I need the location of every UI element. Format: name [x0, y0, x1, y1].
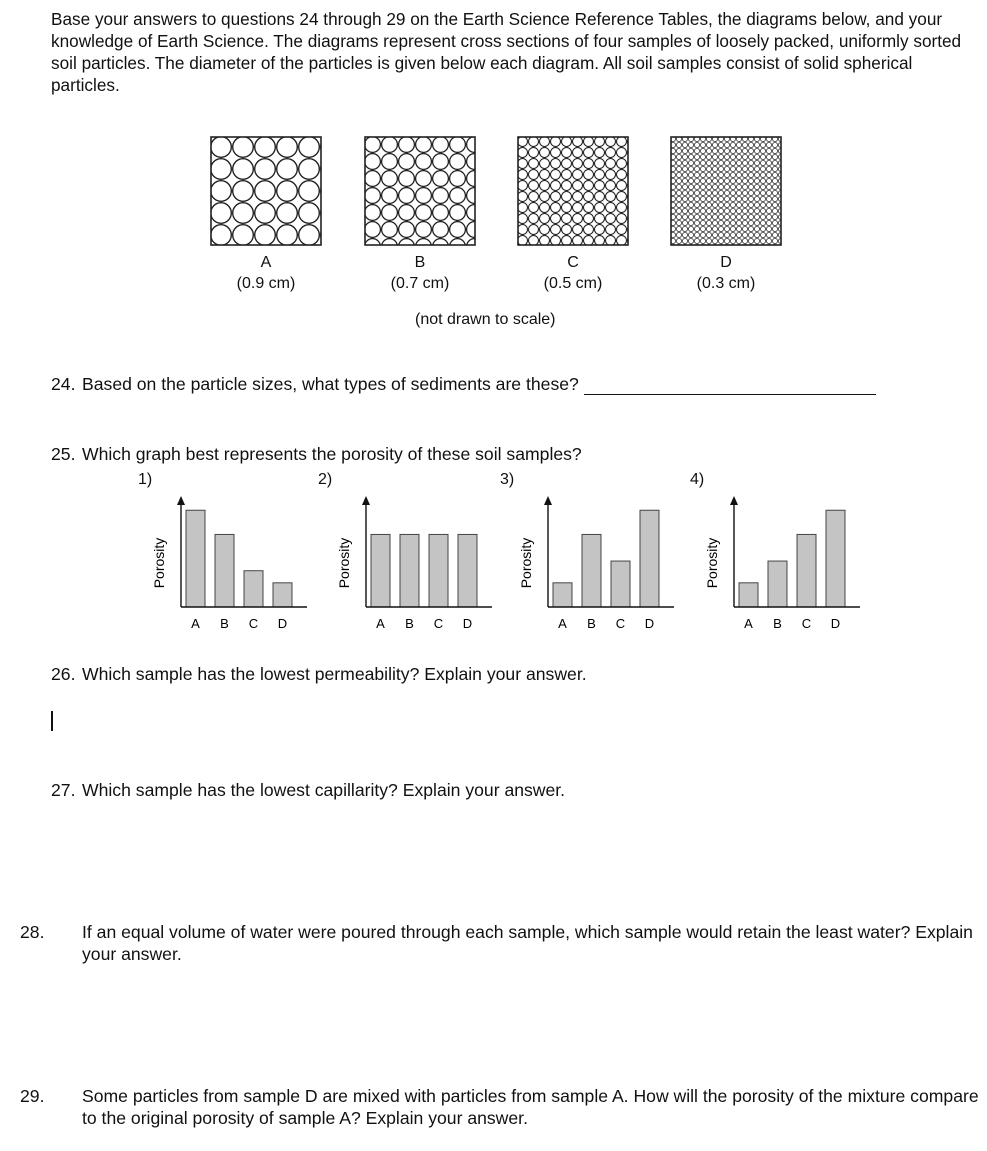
- sample-d-label: [646, 252, 806, 294]
- question-25: [51, 443, 961, 465]
- option-4-label: 4): [690, 471, 705, 488]
- option-2-label: 2): [318, 471, 333, 488]
- question-28-number: 28.: [20, 922, 45, 942]
- scale-note: (not drawn to scale): [415, 311, 556, 328]
- question-28: [20, 921, 982, 965]
- question-25-number: 25.: [51, 444, 76, 464]
- sample-a-label: [186, 252, 346, 294]
- bar-d: [640, 510, 659, 607]
- y-axis-label: Porosity: [336, 537, 352, 589]
- question-27-number: 27.: [51, 780, 76, 800]
- text-cursor[interactable]: [51, 711, 53, 731]
- y-axis-arrow-icon: [544, 496, 552, 505]
- sample-b-diagram: [364, 136, 476, 246]
- bar-b: [215, 534, 234, 607]
- bar-b: [768, 561, 787, 607]
- porosity-graph-1[interactable]: [145, 495, 325, 635]
- sample-d-size: (0.3 cm): [696, 275, 756, 292]
- option-3-label: 3): [500, 471, 515, 488]
- sample-d: [646, 136, 806, 294]
- sample-a-diagram: [210, 136, 322, 246]
- porosity-graph-3[interactable]: [512, 495, 692, 635]
- sample-b-label: [340, 252, 500, 294]
- x-tick-a: A: [744, 616, 753, 631]
- sample-a-letter: A: [260, 254, 272, 271]
- bar-d: [458, 534, 477, 607]
- porosity-graph-2[interactable]: [330, 495, 510, 635]
- question-26-text: Which sample has the lowest permeability? Explain your answer.: [82, 664, 587, 684]
- porosity-graph-4[interactable]: [698, 495, 878, 635]
- bar-b: [582, 534, 601, 607]
- x-tick-d: D: [644, 616, 655, 631]
- sample-d-letter: D: [720, 254, 732, 271]
- y-axis-arrow-icon: [362, 496, 370, 505]
- question-26-number: 26.: [51, 664, 76, 684]
- option-1-label: 1): [138, 471, 153, 488]
- y-axis-label: Porosity: [518, 537, 534, 589]
- x-tick-c: C: [248, 616, 259, 631]
- x-tick-c: C: [615, 616, 626, 631]
- y-axis-arrow-icon: [730, 496, 738, 505]
- question-27-text: Which sample has the lowest capillarity? Explain your answer.: [82, 780, 566, 800]
- sample-c-diagram: [517, 136, 629, 246]
- bar-c: [429, 534, 448, 607]
- x-tick-b: B: [405, 616, 414, 631]
- intro-text: Base your answers to questions 24 through 29 on the Earth Science Reference Tables, the diagrams below, and your knowledge of Earth Science. The diagrams represent cross sections of four samples of loosely packed, uniformly sorted soil particles. The diameter of the particles is given below each diagram. All soil samples consist of solid spherical particles.: [51, 9, 962, 95]
- sample-c-letter: C: [567, 254, 579, 271]
- question-24-number: 24.: [51, 374, 76, 394]
- x-tick-b: B: [220, 616, 229, 631]
- bar-a: [739, 583, 758, 607]
- bar-c: [244, 571, 263, 607]
- x-tick-a: A: [376, 616, 385, 631]
- bar-a: [553, 583, 572, 607]
- bar-a: [186, 510, 205, 607]
- question-25-text: Which graph best represents the porosity of these soil samples?: [82, 444, 582, 464]
- question-29-text: Some particles from sample D are mixed with particles from sample A. How will the porosity of the mixture compare to the original porosity of sample A? Explain your answer.: [82, 1086, 979, 1128]
- y-axis-arrow-icon: [177, 496, 185, 505]
- sample-b-size: (0.7 cm): [390, 275, 450, 292]
- sample-a: [186, 136, 346, 294]
- question-24-text: Based on the particle sizes, what types of sediments are these?: [82, 374, 579, 394]
- x-tick-b: B: [587, 616, 596, 631]
- sample-a-size: (0.9 cm): [236, 275, 296, 292]
- answer-24-blank[interactable]: [584, 376, 876, 395]
- bar-d: [826, 510, 845, 607]
- sample-d-diagram: [670, 136, 782, 246]
- sample-b: [340, 136, 500, 294]
- x-tick-c: C: [801, 616, 812, 631]
- x-tick-b: B: [773, 616, 782, 631]
- x-tick-c: C: [433, 616, 444, 631]
- question-28-text: If an equal volume of water were poured through each sample, which sample would retain the least water? Explain your answer.: [82, 922, 973, 964]
- bar-c: [611, 561, 630, 607]
- question-27: [51, 779, 961, 801]
- x-tick-d: D: [830, 616, 841, 631]
- question-29: [20, 1085, 987, 1129]
- bar-a: [371, 534, 390, 607]
- sample-b-letter: B: [414, 254, 426, 271]
- question-26: [51, 663, 961, 685]
- bar-b: [400, 534, 419, 607]
- sample-c-label: [493, 252, 653, 294]
- x-tick-a: A: [191, 616, 200, 631]
- x-tick-d: D: [277, 616, 288, 631]
- x-tick-a: A: [558, 616, 567, 631]
- sample-c: [493, 136, 653, 294]
- y-axis-label: Porosity: [151, 537, 167, 589]
- y-axis-label: Porosity: [704, 537, 720, 589]
- bar-d: [273, 583, 292, 607]
- bar-c: [797, 534, 816, 607]
- sample-c-size: (0.5 cm): [543, 275, 603, 292]
- x-tick-d: D: [462, 616, 473, 631]
- question-29-number: 29.: [20, 1086, 45, 1106]
- question-24: [51, 373, 961, 395]
